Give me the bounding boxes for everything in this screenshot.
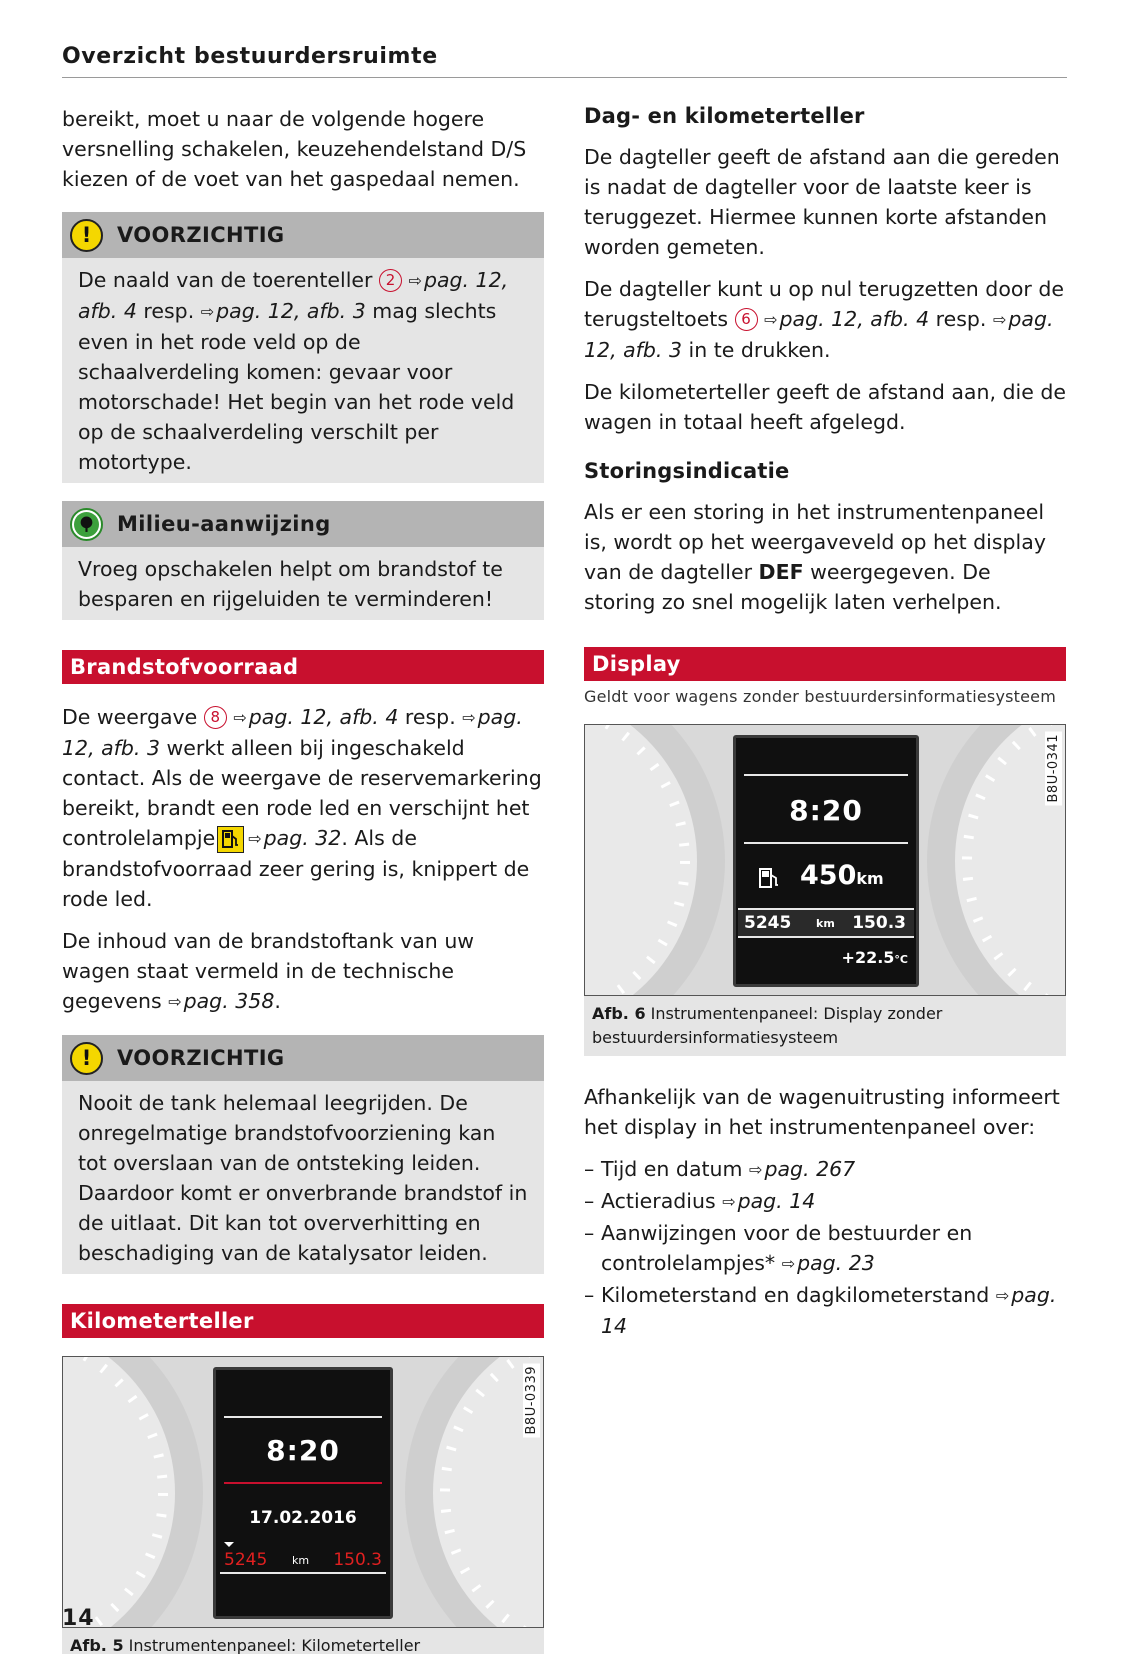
display-odometer-row	[220, 1550, 386, 1574]
list-item-text: Kilometerstand en dagkilometerstand	[601, 1283, 990, 1307]
figure-caption	[584, 996, 1066, 1056]
arrow-right-icon: ⇨	[764, 310, 778, 329]
display-unit: km	[292, 1554, 310, 1567]
caution-box-tachometer	[62, 212, 544, 483]
caution-header	[62, 1035, 544, 1081]
arrow-right-icon: ⇨	[462, 708, 476, 727]
display-date: 17.02.2016	[249, 1508, 357, 1528]
display-trip: 150.3	[333, 1550, 382, 1570]
caution-title: VOORZICHTIG	[117, 1046, 285, 1070]
page-reference-link[interactable]: pag. 12, afb. 4	[78, 268, 509, 323]
figure-code: B8U-0339	[523, 1363, 540, 1437]
display-odometer: 5245	[744, 913, 792, 933]
page-reference-link[interactable]: pag. 12, afb. 3	[216, 299, 366, 323]
caution-text: Nooit de tank helemaal leegrijden. De onregelmatige brandstofvoorziening kan tot overslaan van de ontsteking leiden. Daardoor komt er onverbrande brandstof in de uitlaat. Dit kan tot oververhitting en beschadiging van de katalysator leiden.	[78, 1091, 528, 1265]
caret-down-icon	[224, 1542, 234, 1547]
trip-paragraph-1: De dagteller geeft de afstand aan die gereden is nadat de dagteller voor de laatste keer is teruggezet. Hiermee kunnen korte afstanden worden gemeten.	[584, 145, 1060, 259]
callout-number: 8	[204, 706, 227, 729]
list-item	[584, 1186, 1066, 1217]
fuel-tank-paragraph	[62, 926, 544, 1017]
eco-note-box	[62, 501, 544, 620]
display-clock: 8:20	[789, 794, 863, 827]
caption-text: Instrumentenpaneel: Display zonder bestuurdersinformatiesysteem	[592, 1004, 943, 1047]
instrument-display	[733, 735, 919, 987]
subheading-fault-indication: Storingsindicatie	[584, 459, 790, 483]
page-reference-link[interactable]: pag. 12, afb. 3	[62, 705, 523, 760]
display-temperature-value: +22.5	[841, 948, 895, 967]
arrow-right-icon: ⇨	[248, 829, 262, 848]
fuel-text-part: De inhoud van de brandstoftank van uw wagen staat vermeld in de technische gegevens	[62, 929, 475, 1013]
fault-text-part: Als er een storing in het instrumentenpaneel is, wordt op het weergaveveld op het display van de dagteller	[584, 500, 1046, 584]
trip-text-part: De dagteller kunt u op nul terugzetten door de terugsteltoets	[584, 277, 1064, 331]
page-reference-link[interactable]: pag. 14	[601, 1283, 1057, 1338]
fuel-text-part: De weergave	[62, 705, 198, 729]
page-number: 14	[62, 1606, 95, 1631]
exclamation-warning-icon: !	[70, 219, 103, 252]
eco-note-text: Vroeg opschakelen helpt om brandstof te besparen en rijgeluiden te verminderen!	[78, 557, 503, 611]
instrument-display	[213, 1367, 393, 1619]
page-reference-link[interactable]: pag. 358	[183, 989, 275, 1013]
caution-box-fuel	[62, 1035, 544, 1274]
display-range-value: 450	[800, 860, 857, 891]
display-info-list	[584, 1154, 1066, 1341]
arrow-right-icon: ⇨	[749, 1160, 763, 1179]
page-reference-link[interactable]: pag. 32	[263, 826, 342, 850]
trip-paragraph-3: De kilometerteller geeft de afstand aan, die de wagen in totaal heeft afgelegd.	[584, 380, 1066, 434]
applicability-note: Geldt voor wagens zonder bestuurdersinformatiesysteem	[584, 687, 1057, 706]
page-reference-link[interactable]: pag. 12, afb. 4	[248, 705, 399, 729]
display-temperature	[842, 948, 908, 967]
arrow-right-icon: ⇨	[168, 992, 182, 1011]
callout-number: 2	[379, 269, 402, 292]
display-range	[800, 860, 884, 891]
caution-text-part: De naald van de toerenteller	[78, 268, 373, 292]
left-column	[62, 104, 544, 1654]
fuel-pump-icon	[758, 866, 780, 894]
page-reference-link[interactable]: pag. 12, afb. 4	[779, 307, 930, 331]
exclamation-warning-icon: !	[70, 1042, 103, 1075]
fuel-text-part: werkt alleen bij ingeschakeld contact. Als de weergave de reservemarkering bereikt, brandt een rode led en verschijnt het controlelampje	[62, 736, 542, 850]
callout-number: 6	[735, 308, 758, 331]
display-clock: 8:20	[266, 1434, 340, 1467]
fault-code: DEF	[758, 560, 804, 584]
display-unit: km	[816, 917, 835, 930]
caption-label: Afb. 6	[592, 1004, 646, 1023]
fault-text-part: weergegeven. De storing zo snel mogelijk laten verhelpen.	[584, 560, 1002, 614]
tree-eco-icon	[70, 508, 103, 541]
arrow-right-icon: ⇨	[408, 271, 422, 290]
page-reference-link[interactable]: pag. 267	[764, 1157, 856, 1181]
caption-text: Instrumentenpaneel: Kilometerteller	[128, 1636, 421, 1654]
fuel-warning-lamp-icon	[217, 826, 244, 853]
trip-paragraph-2	[584, 274, 1066, 365]
arrow-right-icon: ⇨	[722, 1192, 736, 1211]
display-range-unit: km	[856, 869, 884, 888]
display-intro-paragraph: Afhankelijk van de wagenuitrusting informeert het display in het instrumentenpaneel over:	[584, 1085, 1060, 1139]
right-column	[584, 104, 1066, 1342]
list-item	[584, 1154, 1066, 1185]
page-reference-link[interactable]: pag. 12, afb. 3	[584, 307, 1054, 362]
arrow-right-icon: ⇨	[233, 708, 247, 727]
display-trip: 150.3	[852, 913, 906, 933]
display-odometer: 5245	[224, 1550, 268, 1570]
fault-paragraph	[584, 497, 1066, 617]
figure-display	[584, 724, 1066, 996]
page-reference-link[interactable]: pag. 23	[797, 1251, 875, 1275]
arrow-right-icon: ⇨	[781, 1254, 796, 1273]
figure-code: B8U-0341	[1045, 731, 1062, 805]
arrow-right-icon: ⇨	[200, 302, 215, 321]
subheading-trip-counter: Dag- en kilometerteller	[584, 104, 865, 128]
arrow-right-icon: ⇨	[992, 310, 1007, 329]
trip-text-part: resp.	[935, 307, 987, 331]
page-title: Overzicht bestuurdersruimte	[62, 44, 438, 69]
fuel-text-part: .	[274, 989, 281, 1013]
arrow-right-icon: ⇨	[995, 1286, 1010, 1305]
caption-label: Afb. 5	[70, 1636, 124, 1654]
display-odometer-row	[738, 908, 914, 938]
fuel-text-part: resp.	[404, 705, 456, 729]
fuel-paragraph	[62, 702, 544, 914]
eco-note-title: Milieu-aanwijzing	[117, 512, 331, 536]
section-heading-display: Display	[584, 647, 1066, 681]
fuel-text-part: . Als de brandstofvoorraad zeer gering is, knippert de rode led.	[62, 826, 530, 911]
caution-text-part: mag slechts even in het rode veld op de schaalverdeling komen: gevaar voor motorschade! Het begin van het rode veld op de schaalverdeling verschilt per motortype.	[78, 299, 515, 474]
list-item	[584, 1218, 1066, 1279]
list-item-text: Actieradius	[601, 1189, 716, 1213]
figure-caption	[62, 1628, 544, 1654]
caution-title: VOORZICHTIG	[117, 223, 285, 247]
section-heading-fuel: Brandstofvoorraad	[62, 650, 544, 684]
list-item-text: Aanwijzingen voor de bestuurder en controlelampjes*	[601, 1221, 973, 1275]
caution-text-part: resp.	[143, 299, 195, 323]
trip-text-part: in te drukken.	[688, 338, 831, 362]
page-header	[62, 44, 1067, 78]
intro-paragraph: bereikt, moet u naar de volgende hogere versnelling schakelen, keuzehendelstand D/S kiezen of de voet van het gaspedaal nemen.	[62, 107, 527, 191]
caution-text	[62, 258, 544, 483]
figure-odometer	[62, 1356, 544, 1628]
list-item	[584, 1280, 1066, 1341]
caution-header	[62, 212, 544, 258]
eco-note-header	[62, 501, 544, 547]
section-heading-odometer: Kilometerteller	[62, 1304, 544, 1338]
display-temperature-unit: °C	[894, 953, 908, 966]
list-item-text: Tijd en datum	[601, 1157, 743, 1181]
page-reference-link[interactable]: pag. 14	[737, 1189, 816, 1213]
